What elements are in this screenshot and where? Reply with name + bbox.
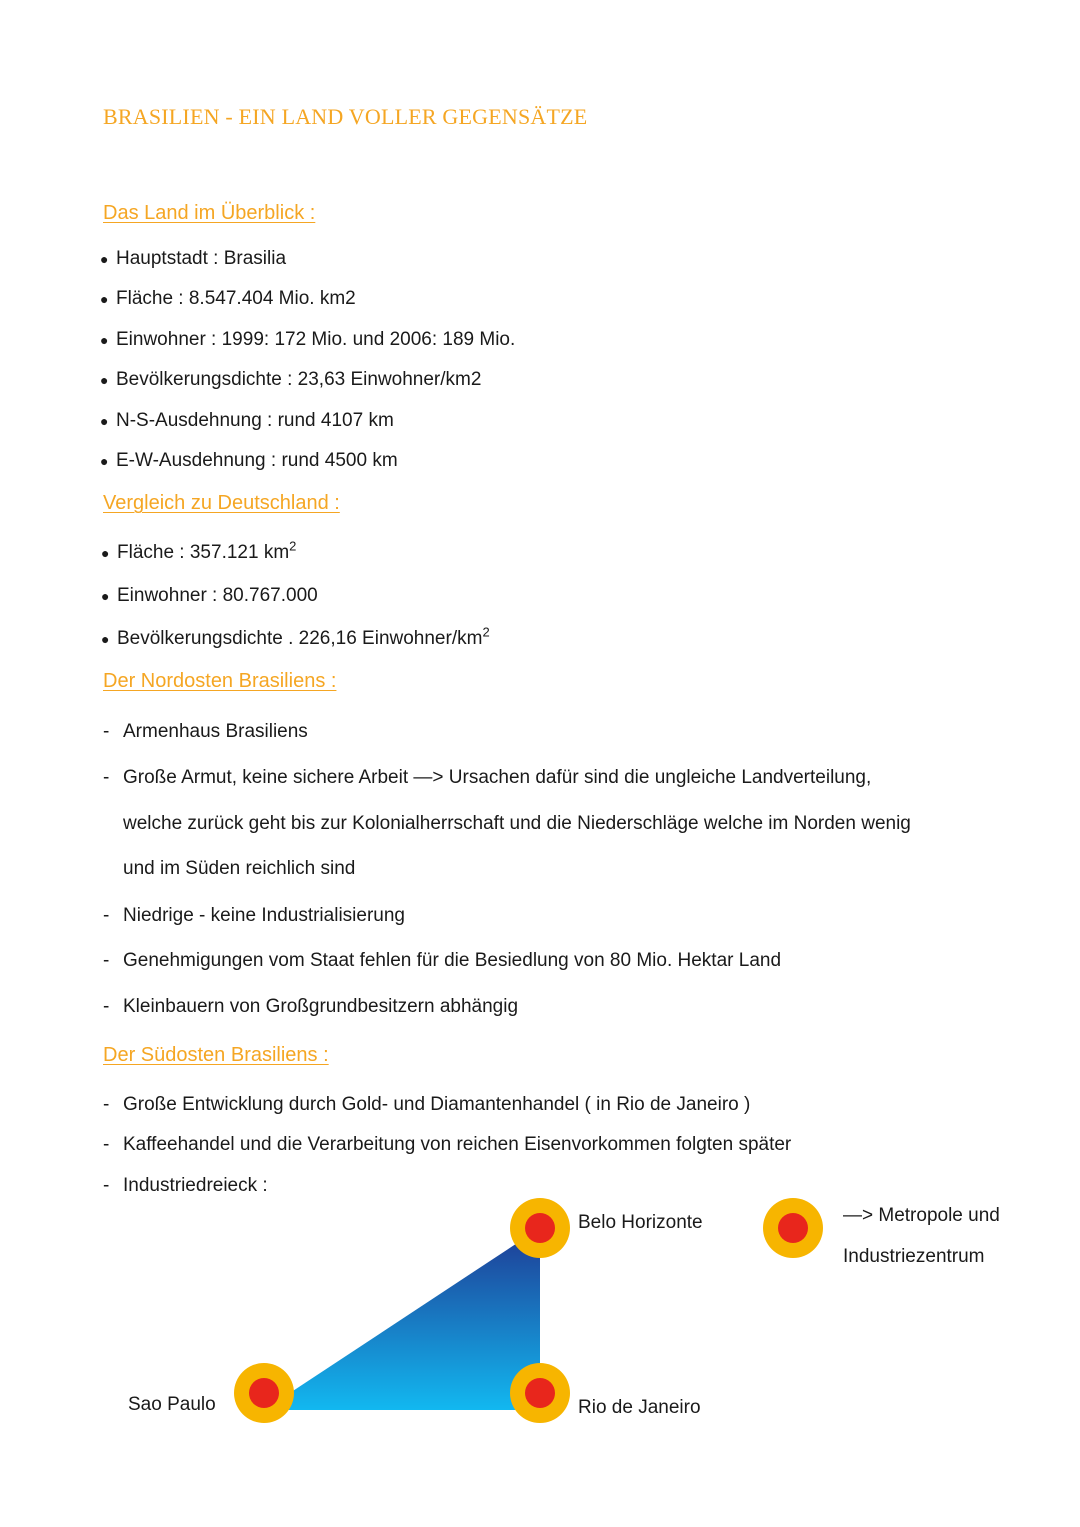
list-item: - Niedrige - keine Industrialisierung [103, 905, 405, 926]
bullet-icon: ● [100, 332, 109, 348]
city-label-belo-horizonte: Belo Horizonte [578, 1212, 703, 1233]
city-label-rio-de-janeiro: Rio de Janeiro [578, 1397, 701, 1418]
dash-icon: - [103, 721, 110, 742]
page-title: BRASILIEN - EIN LAND VOLLER GEGENSÄTZE [103, 104, 588, 129]
list-item: - Kaffeehandel und die Verarbeitung von reichen Eisenvorkommen folgten später [103, 1134, 792, 1155]
bullet-icon: ● [100, 372, 109, 388]
dash-icon: - [103, 767, 110, 788]
legend-text-line2: Industriezentrum [843, 1246, 985, 1267]
list-item: ● Hauptstadt : Brasilia [100, 248, 287, 269]
city-marker-rio-de-janeiro [510, 1363, 570, 1423]
list-item: ● Bevölkerungsdichte : 23,63 Einwohner/km2 [100, 369, 482, 390]
list-item: ● N-S-Ausdehnung : rund 4107 km [100, 410, 394, 431]
list-item: ● Einwohner : 1999: 172 Mio. und 2006: 189 Mio. [100, 329, 516, 350]
section-heading-southeast: Der Südosten Brasiliens : [103, 1044, 329, 1066]
city-marker-sao-paulo [234, 1363, 294, 1423]
section-heading-germany: Vergleich zu Deutschland : [103, 492, 340, 514]
city-marker-belo-horizonte [510, 1198, 570, 1258]
list-item: ● E-W-Ausdehnung : rund 4500 km [100, 450, 398, 471]
section-heading-northeast: Der Nordosten Brasiliens : [103, 670, 337, 692]
list-item-continuation: und im Süden reichlich sind [123, 858, 356, 879]
list-item: - Große Entwicklung durch Gold- und Diamantenhandel ( in Rio de Janeiro ) [103, 1094, 751, 1115]
legend-text-line1: —> Metropole und [843, 1205, 1000, 1226]
dash-icon: - [103, 1175, 110, 1196]
list-item: - Kleinbauern von Großgrundbesitzern abhängig [103, 996, 519, 1017]
list-item: ● Einwohner : 80.767.000 [101, 585, 318, 606]
section-heading-overview: Das Land im Überblick : [103, 202, 316, 224]
dash-icon: - [103, 950, 110, 971]
dash-icon: - [103, 996, 110, 1017]
dash-icon: - [103, 1094, 110, 1115]
list-item: ● Bevölkerungsdichte . 226,16 Einwohner/$km^2$ [101, 624, 490, 649]
bullet-icon: ● [100, 453, 109, 469]
bullet-icon: ● [101, 631, 110, 647]
list-item: - Große Armut, keine sichere Arbeit —> Ursachen dafür sind die ungleiche Landverteilung, [103, 767, 872, 788]
list-item: - Industriedreieck : [103, 1175, 268, 1196]
legend-marker-icon [763, 1198, 823, 1258]
bullet-icon: ● [101, 545, 110, 561]
list-item: ● Fläche : 357.121 $km^2$ [101, 538, 297, 563]
list-item: - Armenhaus Brasiliens [103, 721, 308, 742]
bullet-icon: ● [100, 413, 109, 429]
bullet-icon: ● [100, 291, 109, 307]
bullet-icon: ● [100, 251, 109, 267]
city-label-sao-paulo: Sao Paulo [128, 1394, 216, 1415]
list-item: - Genehmigungen vom Staat fehlen für die Besiedlung von 80 Mio. Hektar Land [103, 950, 782, 971]
bullet-icon: ● [101, 588, 110, 604]
dash-icon: - [103, 905, 110, 926]
industrial-triangle [264, 1228, 540, 1410]
list-item-continuation: welche zurück geht bis zur Kolonialherrschaft und die Niederschläge welche im Norden wenig [123, 813, 911, 834]
list-item: ● Fläche : 8.547.404 Mio. km2 [100, 288, 356, 309]
dash-icon: - [103, 1134, 110, 1155]
